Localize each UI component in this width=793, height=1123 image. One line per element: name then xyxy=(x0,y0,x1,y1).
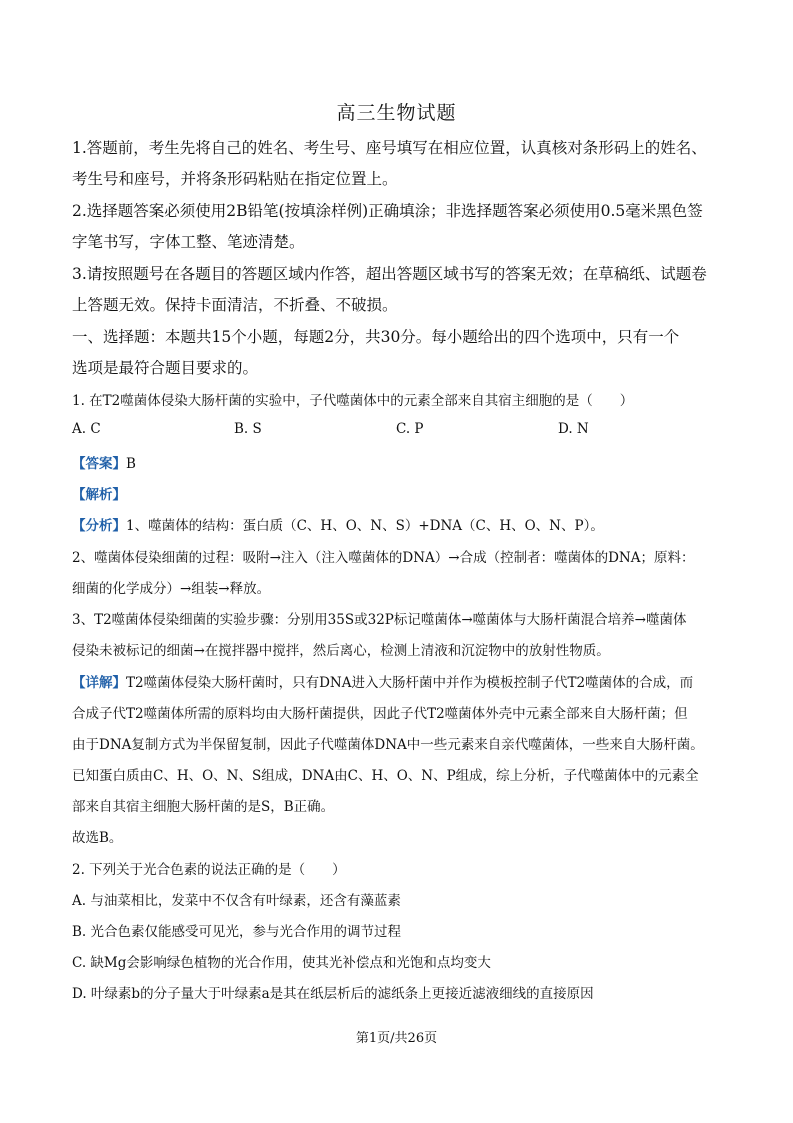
answer-tag: 【答案】 xyxy=(72,456,126,472)
q2-option-d: D. 叶绿素b的分子量大于叶绿素a是其在纸层析后的滤纸条上更接近滤液细线的直接原因 xyxy=(72,986,594,1002)
xiangjie-tag: 【详解】 xyxy=(72,675,126,691)
q1-option-b: B. S xyxy=(234,421,262,437)
q2-option-c: C. 缺Mg会影响绿色植物的光合作用，使其光补偿点和光饱和点均变大 xyxy=(72,955,491,971)
page-title: 高三生物试题 xyxy=(336,102,457,124)
fenxi-text: 1、噬菌体的结构：蛋白质（C、H、O、N、S）+DNA（C、H、O、N、P）。 xyxy=(126,518,604,534)
answer-line xyxy=(72,452,136,472)
fenxi-text: 3、T2噬菌体侵染细菌的实验步骤：分别用35S或32P标记噬菌体→噬菌体与大肠杆菌混合培养→噬菌体 xyxy=(72,612,687,628)
instruction-line: 字笔书写，字体工整、笔迹清楚。 xyxy=(72,233,305,251)
instruction-line: 考生号和座号，并将条形码粘贴在指定位置上。 xyxy=(72,170,398,188)
page-footer: 第1页/共26页 xyxy=(355,1031,438,1046)
analysis-line xyxy=(72,483,126,503)
q2-option-a: A. 与油菜相比，发菜中不仅含有叶绿素，还含有藻蓝素 xyxy=(72,893,401,909)
fenxi-line xyxy=(72,514,604,534)
xiangjie-text: 故选B。 xyxy=(72,830,123,846)
q1-option-a: A. C xyxy=(72,421,101,437)
instruction-line: 上答题无效。保持卡面清洁，不折叠、不破损。 xyxy=(72,296,398,314)
section-heading: 一、选择题：本题共15个小题，每题2分，共30分。每小题给出的四个选项中，只有一个 xyxy=(72,328,680,346)
q1-option-d: D. N xyxy=(558,421,589,437)
fenxi-text: 2、噬菌体侵染细菌的过程：吸附→注入（注入噬菌体的DNA）→合成（控制者：噬菌体的DNA；原料： xyxy=(72,550,695,566)
instruction-line: 2.选择题答案必须使用2B铅笔(按填涂样例)正确填涂；非选择题答案必须使用0.5毫米黑色签 xyxy=(72,202,703,220)
xiangjie-text: 部来自其宿主细胞大肠杆菌的是S，B正确。 xyxy=(72,799,335,815)
instruction-line: 1.答题前，考生先将自己的姓名、考生号、座号填写在相应位置，认真核对条形码上的姓名、 xyxy=(72,139,707,157)
xiangjie-line xyxy=(72,671,693,691)
section-heading: 选项是最符合题目要求的。 xyxy=(72,359,259,377)
fenxi-text: 侵染未被标记的细菌→在搅拌器中搅拌，然后离心，检测上清液和沉淀物中的放射性物质。 xyxy=(72,643,610,659)
answer-value: B xyxy=(126,456,136,472)
xiangjie-text: T2噬菌体侵染大肠杆菌时，只有DNA进入大肠杆菌中并作为模板控制子代T2噬菌体的合成，而 xyxy=(126,675,694,691)
xiangjie-text: 合成子代T2噬菌体所需的原料均由大肠杆菌提供，因此子代T2噬菌体外壳中元素全部来自大肠杆菌；但 xyxy=(72,706,688,722)
xiangjie-text: 已知蛋白质由C、H、O、N、S组成，DNA由C、H、O、N、P组成，综上分析，子代噬菌体中的元素全 xyxy=(72,768,699,784)
q1-option-c: C. P xyxy=(396,421,424,437)
fenxi-tag: 【分析】 xyxy=(72,518,126,534)
q2-option-b: B. 光合色素仅能感受可见光，参与光合作用的调节过程 xyxy=(72,924,402,940)
instruction-line: 3.请按照题号在各题目的答题区域内作答，超出答题区域书写的答案无效；在草稿纸、试题卷 xyxy=(72,265,707,283)
fenxi-text: 细菌的化学成分）→组装→释放。 xyxy=(72,581,271,597)
analysis-tag: 【解析】 xyxy=(72,487,126,503)
question-1-stem: 1. 在T2噬菌体侵染大肠杆菌的实验中，子代噬菌体中的元素全部来自其宿主细胞的是（ ） xyxy=(72,393,634,409)
xiangjie-text: 由于DNA复制方式为半保留复制，因此子代噬菌体DNA中一些元素来自亲代噬菌体，一些来自大肠杆菌。 xyxy=(72,737,704,753)
question-2-stem: 2. 下列关于光合色素的说法正确的是（ ） xyxy=(72,862,346,878)
